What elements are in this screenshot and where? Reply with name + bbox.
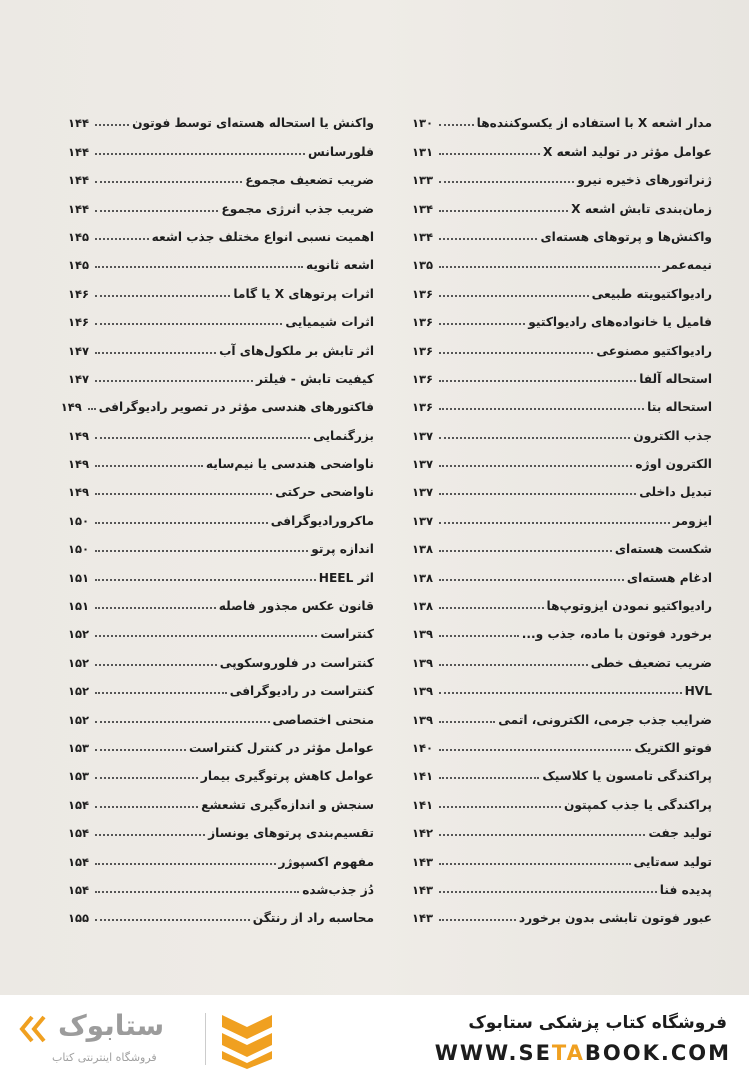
toc-entry-title: واکنش یا استحاله هسته‌ای توسط فوتون bbox=[132, 116, 374, 131]
toc-leader-dots bbox=[439, 124, 474, 126]
url-prefix: WWW.SE bbox=[434, 1041, 552, 1065]
arrows-icon bbox=[18, 1013, 58, 1045]
toc-entry-page: ۱۴۲ bbox=[412, 826, 434, 841]
toc-entry bbox=[68, 727, 374, 755]
toc-leader-dots bbox=[439, 408, 644, 410]
toc-entry bbox=[68, 329, 374, 357]
toc-entry-title: ضریب جذب انرژی مجموع bbox=[221, 201, 374, 216]
toc-entry bbox=[412, 641, 712, 669]
toc-entry bbox=[68, 471, 374, 499]
toc-column-left bbox=[60, 102, 374, 926]
toc-entry-page: ۱۴۶ bbox=[68, 286, 90, 301]
shop-name: فروشگاه کتاب پزشکی ستابوک bbox=[468, 1013, 727, 1033]
toc-entry bbox=[68, 130, 374, 158]
toc-entry-page: ۱۴۴ bbox=[68, 144, 90, 159]
toc-entry-page: ۱۴۹ bbox=[68, 428, 90, 443]
toc-entry-title: قانون عکس مجذور فاصله bbox=[218, 599, 374, 614]
logo-wordmark: ستابوک bbox=[58, 1009, 165, 1042]
toc-leader-dots bbox=[439, 522, 670, 524]
toc-entry-title: عبور فوتون تابشی بدون برخورد bbox=[518, 911, 712, 926]
toc-leader-dots bbox=[439, 380, 636, 382]
toc-entry-page: ۱۵۳ bbox=[68, 769, 90, 784]
store-footer-banner bbox=[0, 995, 749, 1080]
toc-entry bbox=[412, 499, 712, 527]
toc-leader-dots bbox=[95, 806, 198, 808]
toc-entry-page: ۱۳۹ bbox=[412, 655, 434, 670]
toc-entry bbox=[412, 102, 712, 130]
toc-leader-dots bbox=[439, 323, 525, 325]
toc-entry-title: اثر HEEL bbox=[318, 570, 374, 585]
toc-entry-page: ۱۳۷ bbox=[412, 457, 434, 472]
toc-leader-dots bbox=[439, 891, 657, 893]
toc-entry bbox=[412, 159, 712, 187]
toc-entry-page: ۱۴۵ bbox=[68, 258, 90, 273]
toc-entry bbox=[412, 585, 712, 613]
toc-entry bbox=[412, 386, 712, 414]
toc-leader-dots bbox=[439, 863, 631, 865]
toc-entry-title: اثر تابش بر ملکول‌های آب bbox=[219, 343, 374, 358]
toc-entry-page: ۱۴۱ bbox=[412, 797, 434, 812]
toc-leader-dots bbox=[439, 749, 631, 751]
toc-leader-dots bbox=[95, 550, 308, 552]
toc-entry bbox=[412, 216, 712, 244]
toc-entry-page: ۱۳۶ bbox=[412, 315, 434, 330]
toc-entry-title: فلورسانس bbox=[308, 144, 374, 159]
toc-entry bbox=[412, 755, 712, 783]
toc-entry-page: ۱۴۴ bbox=[68, 201, 90, 216]
toc-entry-page: ۱۴۹ bbox=[68, 457, 90, 472]
toc-leader-dots bbox=[439, 692, 682, 694]
toc-leader-dots bbox=[95, 153, 305, 155]
toc-entry-page: ۱۴۷ bbox=[68, 371, 90, 386]
toc-entry bbox=[68, 812, 374, 840]
toc-leader-dots bbox=[95, 749, 186, 751]
toc-entry bbox=[68, 216, 374, 244]
toc-entry-title: ضریب تضعیف خطی bbox=[590, 655, 712, 670]
toc-entry-page: ۱۴۹ bbox=[60, 400, 82, 415]
toc-entry-title: پراکندگی یا جذب کمپتون bbox=[563, 797, 712, 812]
toc-entry-page: ۱۳۳ bbox=[412, 173, 434, 188]
toc-entry-title: تولید جفت bbox=[648, 826, 712, 841]
toc-entry-page: ۱۵۳ bbox=[68, 740, 90, 755]
toc-leader-dots bbox=[95, 380, 253, 382]
toc-column-right bbox=[412, 102, 712, 925]
toc-entry-title: واکنش‌ها و پرتوهای هسته‌ای bbox=[540, 229, 712, 244]
toc-entry bbox=[412, 812, 712, 840]
toc-leader-dots bbox=[95, 437, 310, 439]
toc-entry-title: رادیواکتیو نمودن ایزوتوپ‌ها bbox=[546, 599, 712, 614]
toc-entry-page: ۱۳۷ bbox=[412, 485, 434, 500]
toc-leader-dots bbox=[439, 266, 660, 268]
toc-entry bbox=[68, 301, 374, 329]
toc-entry bbox=[68, 244, 374, 272]
toc-entry-title: عوامل مؤثر در کنترل کنتراست bbox=[188, 740, 374, 755]
toc-entry-page: ۱۴۹ bbox=[68, 485, 90, 500]
toc-leader-dots bbox=[439, 153, 540, 155]
toc-leader-dots bbox=[439, 664, 588, 666]
toc-entry bbox=[412, 613, 712, 641]
toc-entry-title: ناواضحی حرکتی bbox=[275, 485, 374, 500]
toc-entry-page: ۱۵۲ bbox=[68, 655, 90, 670]
toc-entry-title: تقسیم‌بندی پرتوهای یونساز bbox=[208, 826, 374, 841]
toc-leader-dots bbox=[95, 777, 198, 779]
toc-leader-dots bbox=[95, 692, 227, 694]
toc-entry-title: عوامل مؤثر در تولید اشعه X bbox=[542, 144, 712, 159]
toc-entry-page: ۱۳۶ bbox=[412, 371, 434, 386]
toc-leader-dots bbox=[439, 607, 544, 609]
toc-entry-title: سنجش و اندازه‌گیری تشعشع bbox=[201, 797, 374, 812]
toc-entry-title: فوتو الکتریک bbox=[634, 740, 712, 755]
toc-entry-page: ۱۴۳ bbox=[412, 911, 434, 926]
toc-entry-page: ۱۴۵ bbox=[68, 229, 90, 244]
toc-leader-dots bbox=[95, 238, 149, 240]
toc-entry bbox=[68, 755, 374, 783]
toc-entry bbox=[412, 897, 712, 925]
toc-entry-page: ۱۵۱ bbox=[68, 599, 90, 614]
toc-entry-title: اندازه پرتو bbox=[311, 542, 374, 557]
toc-entry-page: ۱۳۰ bbox=[412, 116, 434, 131]
toc-entry bbox=[68, 698, 374, 726]
toc-entry bbox=[412, 414, 712, 442]
toc-leader-dots bbox=[95, 635, 317, 637]
toc-entry-title: کنتراست در رادیوگرافی bbox=[229, 684, 374, 699]
toc-entry bbox=[68, 641, 374, 669]
toc-entry-title: برخورد فوتون با ماده، جذب و... bbox=[521, 627, 712, 642]
toc-entry-title: اهمیت نسبی انواع مختلف جذب اشعه bbox=[151, 229, 374, 244]
toc-entry-page: ۱۳۷ bbox=[412, 428, 434, 443]
toc-entry bbox=[68, 358, 374, 386]
toc-leader-dots bbox=[95, 607, 216, 609]
toc-entry bbox=[412, 840, 712, 868]
toc-entry bbox=[68, 443, 374, 471]
toc-entry bbox=[68, 613, 374, 641]
toc-entry-title: کیفیت تابش - فیلتر bbox=[256, 371, 374, 386]
toc-entry-title: زمان‌بندی تابش اشعه X bbox=[571, 201, 712, 216]
toc-entry-title: ایزومر bbox=[672, 513, 712, 528]
toc-leader-dots bbox=[95, 493, 272, 495]
toc-entry bbox=[412, 783, 712, 811]
toc-entry-page: ۱۴۱ bbox=[412, 769, 434, 784]
toc-entry-title: الکترون اوژه bbox=[635, 457, 712, 472]
toc-entry bbox=[68, 869, 374, 897]
toc-entry-page: ۱۳۵ bbox=[412, 258, 434, 273]
toc-entry-page: ۱۵۲ bbox=[68, 684, 90, 699]
toc-entry-page: ۱۵۴ bbox=[68, 854, 90, 869]
toc-entry-page: ۱۳۸ bbox=[412, 599, 434, 614]
toc-entry-page: ۱۵۲ bbox=[68, 627, 90, 642]
toc-leader-dots bbox=[439, 437, 630, 439]
toc-entry-page: ۱۵۴ bbox=[68, 882, 90, 897]
toc-leader-dots bbox=[95, 919, 250, 921]
toc-entry-page: ۱۵۴ bbox=[68, 826, 90, 841]
toc-entry bbox=[412, 727, 712, 755]
toc-entry-title: پدیده فنا bbox=[659, 882, 712, 897]
toc-entry-page: ۱۳۹ bbox=[412, 684, 434, 699]
toc-entry-title: تولید سه‌تایی bbox=[633, 854, 712, 869]
toc-entry-title: رادیواکتیویته طبیعی bbox=[591, 286, 712, 301]
toc-entry bbox=[68, 159, 374, 187]
toc-leader-dots bbox=[95, 323, 282, 325]
toc-entry bbox=[68, 187, 374, 215]
toc-entry-title: دُز جذب‌شده bbox=[302, 882, 374, 897]
toc-leader-dots bbox=[95, 721, 270, 723]
toc-leader-dots bbox=[439, 238, 537, 240]
toc-entry bbox=[68, 272, 374, 300]
toc-leader-dots bbox=[95, 522, 268, 524]
toc-entry-page: ۱۳۶ bbox=[412, 400, 434, 415]
toc-entry-title: رادیواکتیو مصنوعی bbox=[596, 343, 712, 358]
toc-entry-title: تبدیل داخلی bbox=[639, 485, 712, 500]
toc-entry-title: محاسبه راد از رنتگن bbox=[252, 911, 374, 926]
toc-leader-dots bbox=[439, 181, 574, 183]
toc-entry-title: مدار اشعه X با استفاده از یکسوکننده‌ها bbox=[476, 116, 712, 131]
shop-url[interactable] bbox=[435, 1041, 731, 1065]
toc-leader-dots bbox=[439, 919, 516, 921]
toc-entry bbox=[68, 670, 374, 698]
toc-entry-title: منحنی اختصاصی bbox=[272, 712, 374, 727]
toc-entry-title: اثرات پرتوهای X یا گاما bbox=[233, 286, 374, 301]
toc-entry bbox=[68, 499, 374, 527]
toc-entry-title: استحاله آلفا bbox=[639, 371, 712, 386]
toc-entry-title: ضرایب جذب جرمی، الکترونی، اتمی bbox=[498, 712, 712, 727]
toc-entry-page: ۱۴۰ bbox=[412, 740, 434, 755]
toc-entry-page: ۱۴۷ bbox=[68, 343, 90, 358]
toc-entry bbox=[412, 698, 712, 726]
toc-entry-page: ۱۳۴ bbox=[412, 229, 434, 244]
toc-entry-page: ۱۵۲ bbox=[68, 712, 90, 727]
toc-entry-title: مفهوم اکسپوژر bbox=[278, 854, 374, 869]
logo-subtitle: فروشگاه اینترنتی کتاب bbox=[52, 1051, 157, 1064]
toc-entry-title: ماکرورادیوگرافی bbox=[270, 513, 374, 528]
toc-leader-dots bbox=[439, 352, 593, 354]
toc-entry-title: عوامل کاهش پرتوگیری بیمار bbox=[200, 769, 374, 784]
toc-entry-title: ادغام هسته‌ای bbox=[626, 570, 712, 585]
toc-leader-dots bbox=[95, 181, 242, 183]
toc-leader-dots bbox=[95, 664, 217, 666]
toc-entry bbox=[412, 244, 712, 272]
book-chevron-icon bbox=[218, 1007, 276, 1069]
toc-entry-title: کنتراست bbox=[320, 627, 374, 642]
toc-entry-page: ۱۳۹ bbox=[412, 627, 434, 642]
toc-leader-dots bbox=[439, 295, 589, 297]
toc-leader-dots bbox=[439, 579, 624, 581]
toc-leader-dots bbox=[439, 721, 495, 723]
toc-entry-page: ۱۴۶ bbox=[68, 315, 90, 330]
url-suffix: BOOK.COM bbox=[584, 1041, 731, 1065]
toc-leader-dots bbox=[95, 863, 276, 865]
toc-entry bbox=[412, 329, 712, 357]
toc-entry bbox=[68, 102, 374, 130]
toc-entry-title: فاکتورهای هندسی مؤثر در تصویر رادیوگرافی bbox=[98, 400, 374, 415]
toc-entry-title: کنتراست در فلوروسکوپی bbox=[219, 655, 374, 670]
toc-entry-title: استحاله بتا bbox=[647, 400, 712, 415]
toc-entry bbox=[68, 897, 374, 925]
toc-entry bbox=[68, 585, 374, 613]
toc-leader-dots bbox=[439, 465, 632, 467]
toc-entry-title: ضریب تضعیف مجموع bbox=[245, 173, 374, 188]
toc-leader-dots bbox=[95, 834, 205, 836]
toc-entry bbox=[68, 840, 374, 868]
toc-entry-title: فامیل یا خانواده‌های رادیواکتیو bbox=[528, 315, 712, 330]
toc-entry bbox=[412, 301, 712, 329]
toc-leader-dots bbox=[439, 493, 636, 495]
toc-entry bbox=[412, 670, 712, 698]
toc-entry-title: اشعه ثانویه bbox=[305, 258, 374, 273]
toc-entry-page: ۱۵۰ bbox=[68, 542, 90, 557]
toc-entry-page: ۱۳۶ bbox=[412, 286, 434, 301]
toc-entry bbox=[412, 556, 712, 584]
toc-entry bbox=[68, 528, 374, 556]
setabook-logo[interactable] bbox=[18, 1009, 228, 1071]
toc-entry bbox=[412, 187, 712, 215]
toc-entry bbox=[412, 869, 712, 897]
toc-entry-page: ۱۴۳ bbox=[412, 882, 434, 897]
toc-entry-page: ۱۵۵ bbox=[68, 911, 90, 926]
toc-entry-page: ۱۳۸ bbox=[412, 542, 434, 557]
toc-entry-title: ژنراتورهای ذخیره نیرو bbox=[577, 173, 712, 188]
toc-entry-page: ۱۳۷ bbox=[412, 513, 434, 528]
toc-entry-page: ۱۳۴ bbox=[412, 201, 434, 216]
toc-entry-page: ۱۳۶ bbox=[412, 343, 434, 358]
toc-leader-dots bbox=[95, 891, 299, 893]
toc-entry-page: ۱۳۸ bbox=[412, 570, 434, 585]
toc-entry bbox=[68, 556, 374, 584]
toc-leader-dots bbox=[95, 266, 303, 268]
toc-entry bbox=[68, 414, 374, 442]
toc-entry bbox=[412, 358, 712, 386]
toc-leader-dots bbox=[95, 579, 316, 581]
toc-entry bbox=[68, 783, 374, 811]
toc-entry bbox=[412, 471, 712, 499]
toc-entry-page: ۱۳۱ bbox=[412, 144, 434, 159]
toc-entry-title: پراکندگی تامسون یا کلاسیک bbox=[542, 769, 712, 784]
toc-leader-dots bbox=[439, 777, 539, 779]
toc-leader-dots bbox=[95, 124, 129, 126]
toc-entry-page: ۱۴۳ bbox=[412, 854, 434, 869]
toc-leader-dots bbox=[439, 834, 645, 836]
toc-entry-title: بزرگنمایی bbox=[313, 428, 374, 443]
toc-leader-dots bbox=[95, 465, 203, 467]
toc-leader-dots bbox=[439, 210, 568, 212]
toc-entry-title: ناواضحی هندسی یا نیم‌سایه bbox=[205, 457, 374, 472]
toc-entry-page: ۱۵۴ bbox=[68, 797, 90, 812]
toc-entry bbox=[412, 443, 712, 471]
toc-entry-title: اثرات شیمیایی bbox=[285, 315, 374, 330]
toc-leader-dots bbox=[439, 550, 612, 552]
toc-leader-dots bbox=[95, 210, 218, 212]
toc-leader-dots bbox=[439, 806, 561, 808]
toc-entry-page: ۱۵۰ bbox=[68, 513, 90, 528]
toc-leader-dots bbox=[95, 352, 216, 354]
toc-entry bbox=[412, 130, 712, 158]
toc-entry-title: جذب الکترون bbox=[633, 428, 712, 443]
url-highlight: TA bbox=[551, 1041, 585, 1065]
toc-entry-page: ۱۴۴ bbox=[68, 116, 90, 131]
toc-leader-dots bbox=[95, 295, 230, 297]
toc-entry-page: ۱۳۹ bbox=[412, 712, 434, 727]
toc-leader-dots bbox=[88, 408, 96, 410]
toc-entry bbox=[412, 272, 712, 300]
toc-entry-page: ۱۴۴ bbox=[68, 173, 90, 188]
toc-entry-page: ۱۵۱ bbox=[68, 570, 90, 585]
toc-entry-title: شکست هسته‌ای bbox=[614, 542, 712, 557]
toc-leader-dots bbox=[439, 635, 519, 637]
toc-entry-title: نیمه‌عمر bbox=[662, 258, 712, 273]
toc-entry-title: HVL bbox=[684, 684, 712, 699]
toc-entry bbox=[412, 528, 712, 556]
logo-divider bbox=[205, 1013, 206, 1065]
toc-entry bbox=[60, 386, 374, 415]
